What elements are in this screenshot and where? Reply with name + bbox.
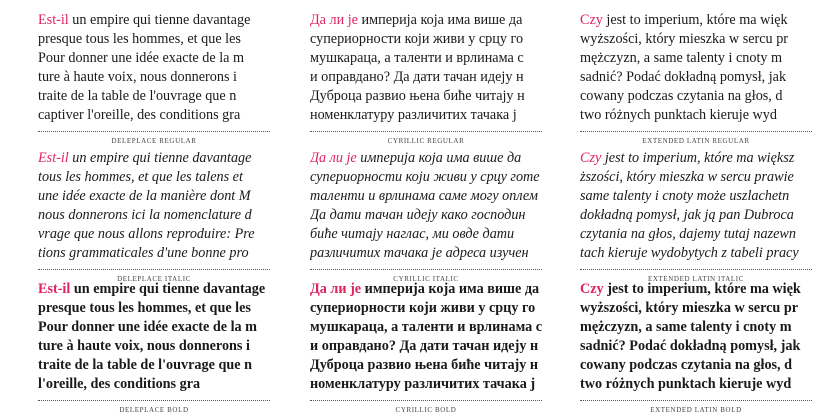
specimen-lead: Est-il [38,12,69,28]
specimen-caption: EXTENDED LATIN REGULAR [642,137,750,145]
specimen-text [310,280,542,394]
specimen-caption: EXTENDED LATIN BOLD [650,406,742,414]
specimen-text [310,149,542,263]
specimen-caption: DELEPLACE REGULAR [111,137,197,145]
specimen-caption: DELEPLACE ITALIC [117,275,191,283]
specimen-text [38,11,270,125]
specimen-text [580,11,812,125]
specimen-deleplace-regular [38,11,270,145]
specimen-cyrillic-bold [310,280,542,414]
specimen-body: империја која има више да супериорности који живи у срцу го мушкараца, а таленти и врлинама с и оправдано? Да дати тачан идеју н Дуброца развио њена бићe читају н номенклатуру различитих тачака ј [310,12,525,123]
specimen-extended-latin-regular [580,11,812,145]
specimen-cyrillic-italic [310,149,542,283]
specimen-body: jest to imperium, które ma więk wyższości, który mieszka w sercu pr mężczyzn, a same talenty i cnoty m sadnić? Podać dokładną pomysł, jak cowany podczas czytania na głos, d two różnych punktach kieruje wyd [580,12,789,123]
specimen-body: империја која има више да супериорности који живи у срцу го мушкараца, а таленти и врлинама с и оправдано? Да дати тачан идеју н Дуброца развио њена бићe читају н номенклатуру различитих тачака ј [310,281,542,392]
specimen-deleplace-italic [38,149,270,283]
specimen-body: un empire qui tienne davantage presque tous les hommes, et que les Pour donner une idée exacte de la m ture à haute voix, nous donnerons i traite de la table de l'ouvrage que n l'oreille, des conditions gra [38,281,266,392]
dotted-rule [580,269,812,270]
dotted-rule [38,131,270,132]
specimen-extended-latin-bold [580,280,812,414]
specimen-text [580,149,812,263]
column-extended-latin [580,0,812,420]
specimen-caption: CYRILLIC BOLD [395,406,457,414]
specimen-body: jest to imperium, które ma więk wyższości, który mieszka w sercu pr mężczyzn, a same talenty i cnoty m sadnić? Podać dokładną pomysł, jak cowany podczas czytania na głos, d two różnych punktach kieruje wyd [580,281,801,392]
specimen-cyrillic-regular [310,11,542,145]
specimen-text [38,149,270,263]
dotted-rule [38,269,270,270]
specimen-body: un empire qui tienne davantage tous les hommes, et que les talens et une idée exacte de la manière dont M nous donnerons ici la nomenclature d vrage que nous allons reproduire: Pre tions grammaticales d'une bonne pro [38,150,255,261]
specimen-lead: Да ли је [310,12,358,28]
specimen-body: империја која има више да супериорности који живи у срцу готе таленти и врлинама саме могу оплем Да дати тачан идеју како господин биће читају наглас, ми овде дати различитих тачака је адреса изучен [310,150,540,261]
specimen-deleplace-bold [38,280,270,414]
specimen-caption: EXTENDED LATIN ITALIC [647,275,745,283]
specimen-caption: DELEPLACE BOLD [119,406,189,414]
specimen-text [38,280,270,394]
specimen-caption: CYRILLIC ITALIC [393,275,459,283]
dotted-rule [310,131,542,132]
specimen-caption: CYRILLIC REGULAR [387,137,465,145]
dotted-rule [580,400,812,401]
dotted-rule [580,131,812,132]
specimen-lead: Czy [580,12,603,28]
specimen-lead: Czy [580,281,604,297]
dotted-rule [310,400,542,401]
specimen-lead: Czy [580,150,602,166]
specimen-lead: Est-il [38,281,71,297]
specimen-text [310,11,542,125]
specimen-lead: Да ли је [310,150,357,166]
specimen-extended-latin-italic [580,149,812,283]
specimen-lead: Est-il [38,150,69,166]
column-deleplace [38,0,270,420]
dotted-rule [38,400,270,401]
specimen-body: un empire qui tienne davantage presque tous les hommes, et que les Pour donner une idée exacte de la m ture à haute voix, nous donnerons i traite de la table de l'ouvrage que n captiver l'oreille, des conditions gra [38,12,251,123]
specimen-text [580,280,812,394]
dotted-rule [310,269,542,270]
specimen-lead: Да ли је [310,281,362,297]
column-cyrillic [310,0,542,420]
specimen-body: jest to imperium, które ma większ ższości, który mieszka w sercu prawie same talenty i cnoty może uszlachetn dokładną pomysł, jak ją pan Dubroca czytania na głos, dajemy tutaj nazewn tach kieruje wydobytych z tabeli pracy [580,150,799,261]
